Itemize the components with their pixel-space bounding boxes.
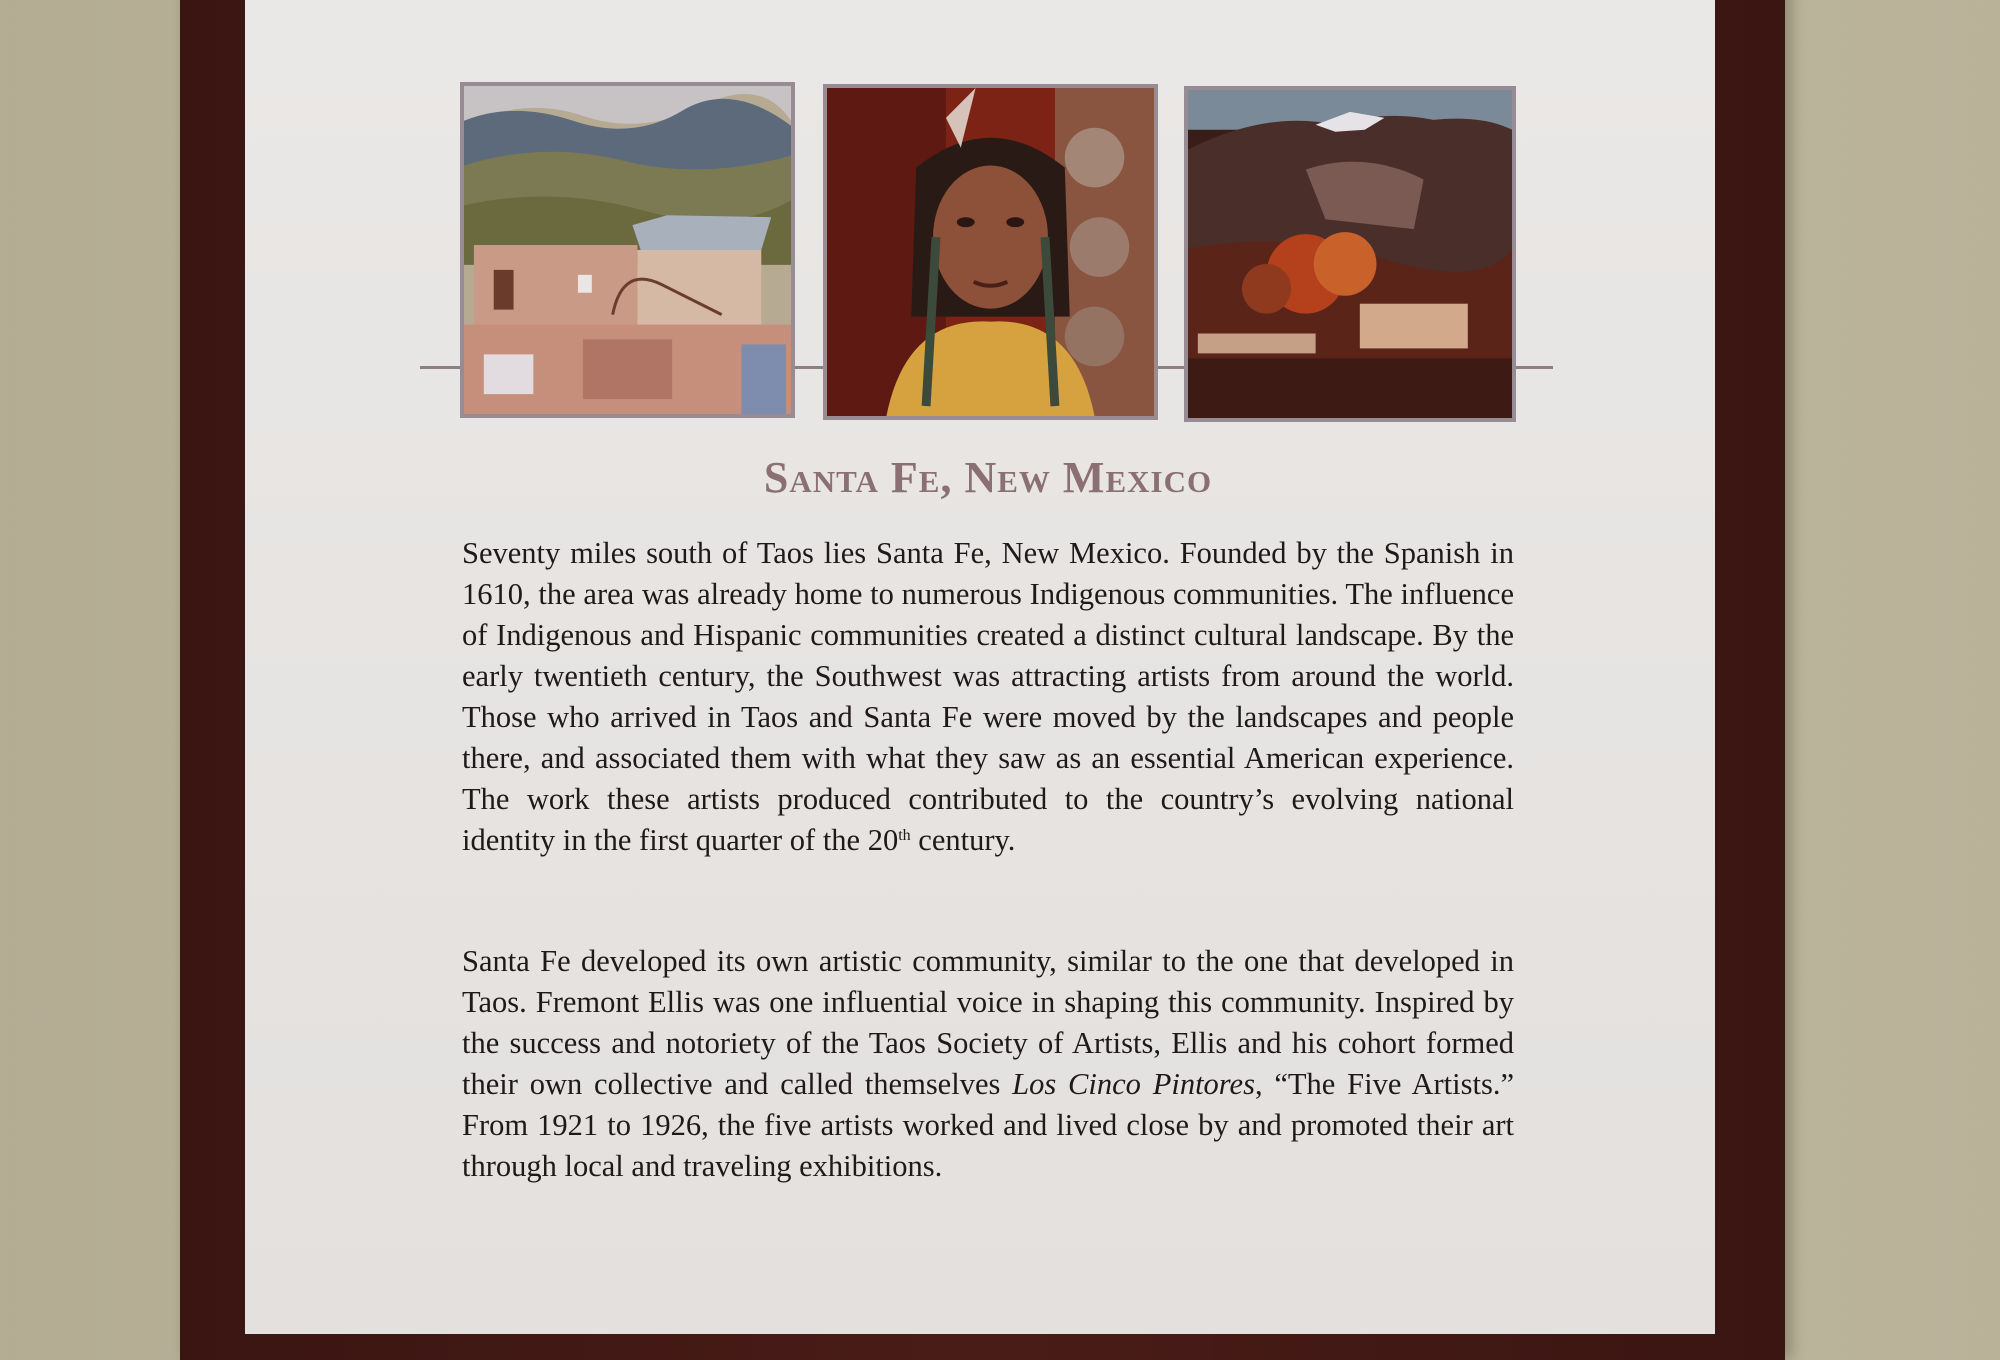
paragraph-cinco-pintores <box>462 941 1514 1187</box>
painting-mountain-landscape <box>1184 86 1516 422</box>
italic-term: Los Cinco Pintores <box>1012 1067 1255 1101</box>
paragraph-text: Santa Fe developed its own artistic community, similar to the one that developed in Taos. Fremont Ellis was one influential voice in shaping this community. Inspired by the success and notoriety of the Taos Society of Artists, Ellis and his cohort formed their own collective and called themselves <box>462 944 1514 1101</box>
decorative-rule <box>1513 366 1553 369</box>
decorative-rule <box>1155 366 1187 369</box>
paragraph-text: century. <box>910 823 1016 857</box>
paragraph-text: Seventy miles south of Taos lies Santa Fe, New Mexico. Founded by the Spanish in 1610, the area was already home to numerous Indigenous communities. The influence of Indigenous and Hispanic communities created a distinct cultural landscape. By the early twentieth century, the Southwest was attracting artists from around the world. Those who arrived in Taos and Santa Fe were moved by the landscapes and people there, and associated them with what they saw as an essential American experience. The work these artists produced contributed to the country’s evolving national identity in the first quarter of the 20 <box>462 536 1514 857</box>
paragraph-text: , “The Five Artists.” From 1921 to 1926, the five artists worked and lived close by and promoted their art through local and traveling exhibitions. <box>462 1067 1514 1183</box>
placard-title: Santa Fe, New Mexico <box>763 453 1213 502</box>
painting-adobe-village <box>460 82 795 418</box>
decorative-rule <box>420 366 462 369</box>
painting-portrait <box>823 84 1158 420</box>
decorative-rule <box>793 366 825 369</box>
ordinal-superscript: th <box>898 827 911 844</box>
paragraph-history <box>462 533 1514 861</box>
